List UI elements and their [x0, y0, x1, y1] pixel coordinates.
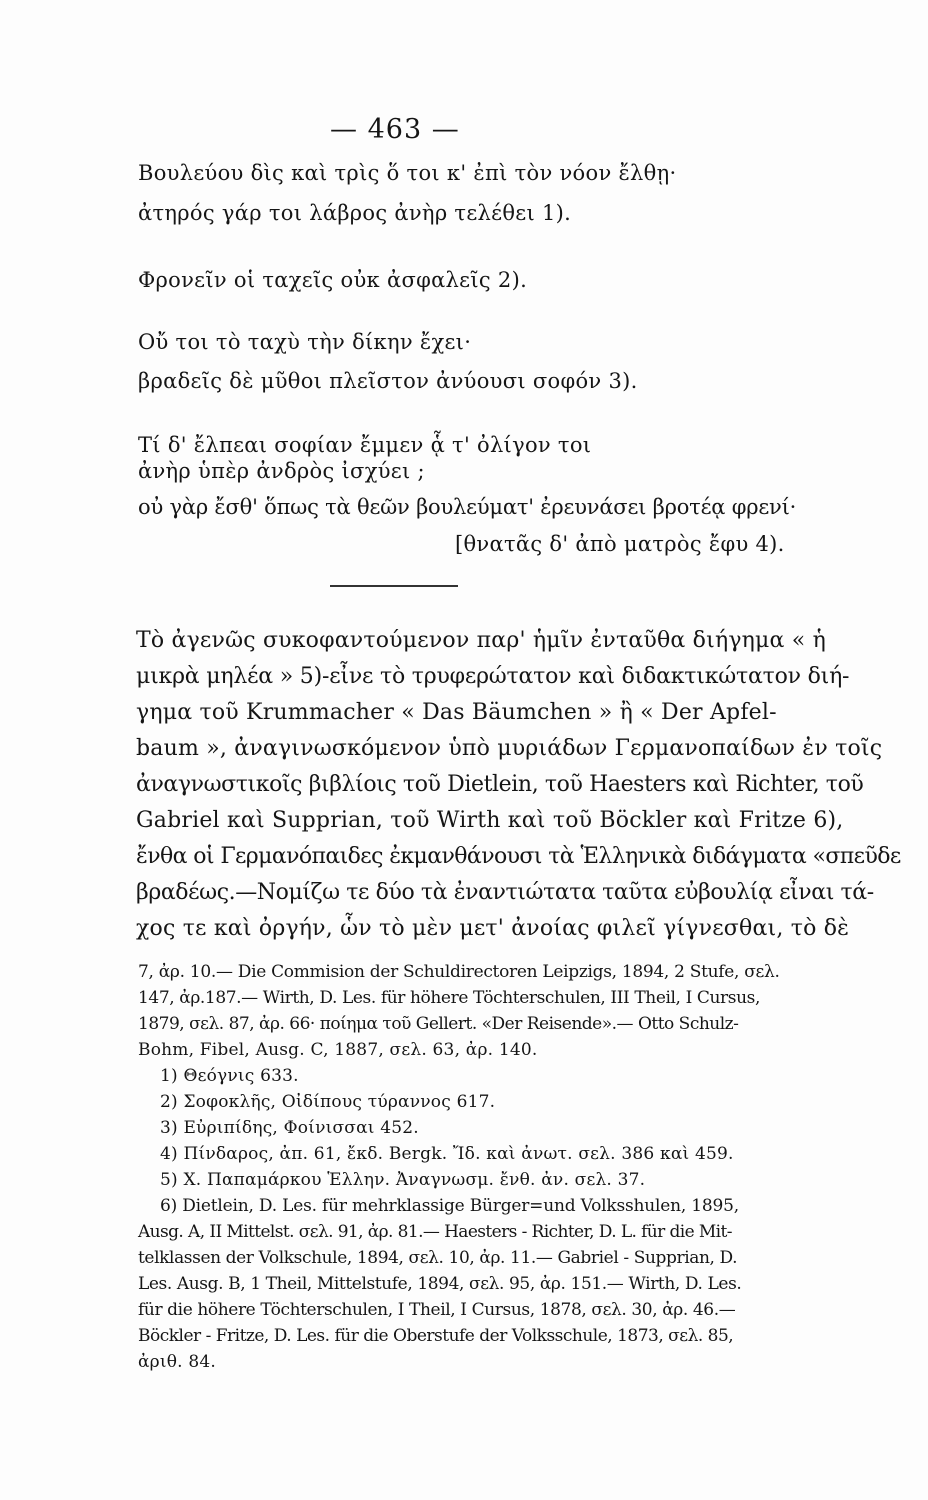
footnote-line: Ausg. A, II Mittelst. σελ. 91, ἀρ. 81.— Haesters - Richter, D. L. für die Mit-: [138, 1222, 732, 1242]
body-line: Τὸ ἀγενῶς συκοφαντούμενον παρ' ἡμῖν ἐνταῦθα διήγημα « ἡ: [136, 628, 827, 653]
footnote-line: 3) Εὐριπίδης, Φοίνισσαι 452.: [160, 1118, 419, 1138]
footnote-line: telklassen der Volkschule, 1894, σελ. 10, ἀρ. 11.— Gabriel - Supprian, D.: [138, 1248, 738, 1268]
body-line: μικρὰ μηλέα » 5)-εἶνε τὸ τρυφερώτατον καὶ διδακτικώτατον διή-: [136, 664, 850, 689]
footnote-line: 1) Θεόγνις 633.: [160, 1066, 299, 1086]
footnote-line: 2) Σοφοκλῆς, Οἰδίπους τύραννος 617.: [160, 1092, 496, 1112]
footnote-line: 4) Πίνδαρος, ἀπ. 61, ἔκδ. Bergk. Ἴδ. καὶ ἀνωτ. σελ. 386 καὶ 459.: [160, 1144, 734, 1164]
body-line: ἀναγνωστικοῖς βιβλίοις τοῦ Dietlein, τοῦ Haesters καὶ Richter, τοῦ: [136, 772, 864, 797]
verse-line: Βουλεύου δὶς καὶ τρὶς ὅ τοι κ' ἐπὶ τὸν νόον ἔλθῃ·: [138, 161, 677, 185]
verse-line: οὐ γὰρ ἔσθ' ὅπως τὰ θεῶν βουλεύματ' ἐρευνάσει βροτέᾳ φρενί·: [138, 495, 797, 519]
footnote-line: für die höhere Töchterschulen, I Theil, I Cursus, 1878, σελ. 30, ἀρ. 46.—: [138, 1300, 736, 1320]
footnote-line: 6) Dietlein, D. Les. für mehrklassige Bürger=und Volksshulen, 1895,: [160, 1196, 739, 1216]
footnote-line: 147, ἀρ.187.— Wirth, D. Les. für höhere Töchterschulen, III Theil, I Cursus,: [138, 988, 760, 1008]
body-line: χος τε καὶ ὀργήν, ὧν τὸ μὲν μετ' ἀνοίας φιλεῖ γίγνεσθαι, τὸ δὲ: [136, 916, 850, 941]
section-separator: [330, 585, 458, 587]
body-line: ἔνθα οἱ Γερμανόπαιδες ἐκμανθάνουσι τὰ Ἑλληνικὰ διδάγματα «σπεῦδε: [136, 844, 901, 869]
body-line: Gabriel καὶ Supprian, τοῦ Wirth καὶ τοῦ Böckler καὶ Fritze 6),: [136, 808, 844, 833]
verse-line: ἀνὴρ ὑπὲρ ἀνδρὸς ἰσχύει ;: [138, 459, 425, 483]
footnote-line: 1879, σελ. 87, ἀρ. 66· ποίημα τοῦ Gellert. «Der Reisende».— Otto Schulz-: [138, 1014, 739, 1034]
footnote-line: Les. Ausg. B, 1 Theil, Mittelstufe, 1894, σελ. 95, ἀρ. 151.— Wirth, D. Les.: [138, 1274, 742, 1294]
footnote-line: Böckler - Fritze, D. Les. für die Oberstufe der Volksschule, 1873, σελ. 85,: [138, 1326, 734, 1346]
body-line: baum », ἀναγινωσκόμενον ὑπὸ μυριάδων Γερμανοπαίδων ἐν τοῖς: [136, 736, 883, 761]
verse-line: ἀτηρός γάρ τοι λάβρος ἀνὴρ τελέθει 1).: [138, 201, 572, 225]
footnote-line: Bohm, Fibel, Ausg. C, 1887, σελ. 63, ἀρ. 140.: [138, 1040, 538, 1060]
verse-line: Τί δ' ἔλπεαι σοφίαν ἔμμεν ᾇ τ' ὀλίγον τοι: [138, 433, 592, 457]
body-line: γημα τοῦ Krummacher « Das Bäumchen » ἢ « Der Apfel-: [136, 700, 777, 725]
page-number: — 463 —: [330, 114, 460, 145]
verse-line: βραδεῖς δὲ μῦθοι πλεῖστον ἀνύουσι σοφόν 3).: [138, 369, 638, 393]
verse-line: Φρονεῖν οἱ ταχεῖς οὐκ ἀσφαλεῖς 2).: [138, 268, 528, 292]
footnote-line: 7, ἀρ. 10.— Die Commision der Schuldirectoren Leipzigs, 1894, 2 Stufe, σελ.: [138, 962, 780, 982]
verse-line: [θνατᾶς δ' ἀπὸ ματρὸς ἔφυ 4).: [455, 532, 785, 556]
body-line: βραδέως.—Νομίζω τε δύο τὰ ἐναντιώτατα ταῦτα εὐβουλίᾳ εἶναι τά-: [136, 880, 874, 905]
footnote-line: 5) Χ. Παπαμάρκου Ἑλλην. Ἀναγνωσμ. ἔνθ. ἀν. σελ. 37.: [160, 1170, 646, 1190]
verse-line: Οὔ τοι τὸ ταχὺ τὴν δίκην ἔχει·: [138, 330, 472, 354]
footnote-line: ἀριθ. 84.: [138, 1352, 217, 1372]
